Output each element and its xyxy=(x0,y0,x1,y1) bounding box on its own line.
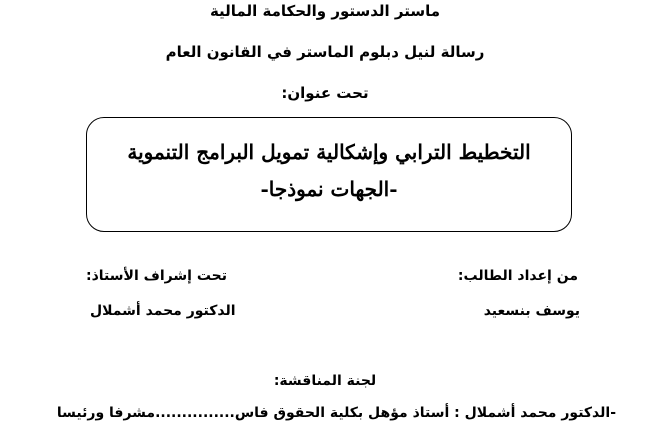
thesis-title-line-1: التخطيط الترابي وإشكالية تمويل البرامج التنموية xyxy=(127,140,531,164)
jury-member: -الدكتور محمد أشملال : أستاذ مؤهل بكلية الحقوق فاس...............مشرفا ورئيسا xyxy=(56,405,616,421)
program-name: ماستر الدستور والحكامة المالية xyxy=(209,2,441,20)
title-intro: تحت عنوان: xyxy=(281,84,369,102)
jury-label: لجنة المناقشة: xyxy=(273,373,377,389)
thesis-title-line-2: -الجهات نموذجا- xyxy=(260,177,398,201)
prepared-by-label: من إعداد الطالب: xyxy=(457,268,578,284)
title-box xyxy=(86,117,572,232)
supervised-by-label: تحت إشراف الأستاذ: xyxy=(86,268,227,284)
student-name: يوسف بنسعيد xyxy=(483,303,580,319)
supervisor-name: الدكتور محمد أشملال xyxy=(90,303,236,319)
thesis-type: رسالة لنيل دبلوم الماستر في القانون العام xyxy=(165,43,485,61)
